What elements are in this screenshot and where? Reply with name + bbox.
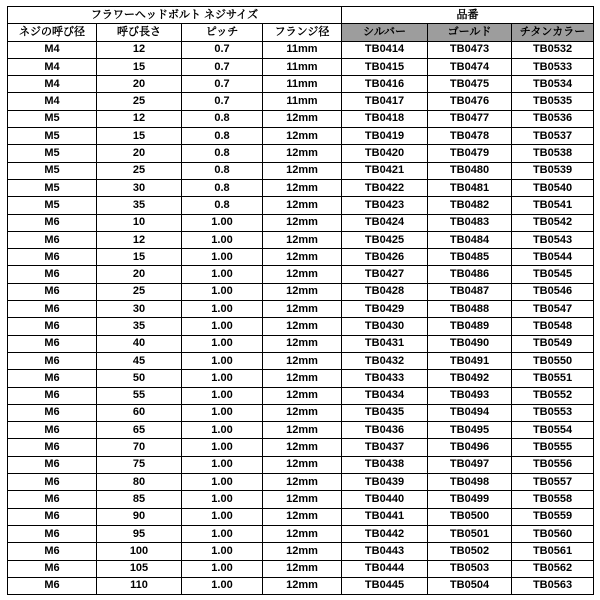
cell-gold: TB0497 [428, 456, 512, 473]
cell-diameter: M6 [8, 335, 97, 352]
cell-diameter: M6 [8, 577, 97, 594]
cell-pitch: 0.7 [182, 41, 263, 58]
cell-titanium: TB0532 [512, 41, 594, 58]
table-row [8, 577, 594, 594]
cell-gold: TB0503 [428, 560, 512, 577]
cell-length: 65 [97, 422, 182, 439]
cell-silver: TB0419 [342, 128, 428, 145]
table-row [8, 560, 594, 577]
cell-flange: 11mm [263, 41, 342, 58]
cell-flange: 12mm [263, 577, 342, 594]
cell-length: 55 [97, 387, 182, 404]
cell-flange: 11mm [263, 76, 342, 93]
cell-flange: 12mm [263, 525, 342, 542]
cell-titanium: TB0541 [512, 197, 594, 214]
cell-flange: 12mm [263, 283, 342, 300]
cell-pitch: 0.8 [182, 197, 263, 214]
cell-length: 105 [97, 560, 182, 577]
cell-gold: TB0489 [428, 318, 512, 335]
cell-flange: 12mm [263, 335, 342, 352]
cell-gold: TB0473 [428, 41, 512, 58]
cell-flange: 12mm [263, 491, 342, 508]
cell-pitch: 1.00 [182, 370, 263, 387]
col-header-silver: シルバー [342, 24, 428, 41]
cell-gold: TB0487 [428, 283, 512, 300]
cell-flange: 12mm [263, 352, 342, 369]
table-row [8, 335, 594, 352]
cell-gold: TB0488 [428, 301, 512, 318]
cell-gold: TB0491 [428, 352, 512, 369]
cell-titanium: TB0545 [512, 266, 594, 283]
table-row [8, 422, 594, 439]
cell-silver: TB0440 [342, 491, 428, 508]
cell-pitch: 1.00 [182, 214, 263, 231]
cell-length: 12 [97, 231, 182, 248]
cell-flange: 12mm [263, 214, 342, 231]
cell-titanium: TB0563 [512, 577, 594, 594]
cell-flange: 11mm [263, 58, 342, 75]
cell-diameter: M4 [8, 58, 97, 75]
cell-gold: TB0483 [428, 214, 512, 231]
cell-titanium: TB0549 [512, 335, 594, 352]
cell-silver: TB0443 [342, 543, 428, 560]
cell-titanium: TB0555 [512, 439, 594, 456]
cell-flange: 12mm [263, 179, 342, 196]
cell-silver: TB0435 [342, 404, 428, 421]
cell-pitch: 1.00 [182, 283, 263, 300]
table-row [8, 231, 594, 248]
col-header-gold: ゴールド [428, 24, 512, 41]
cell-silver: TB0422 [342, 179, 428, 196]
cell-length: 35 [97, 318, 182, 335]
cell-length: 40 [97, 335, 182, 352]
cell-flange: 12mm [263, 387, 342, 404]
cell-silver: TB0418 [342, 110, 428, 127]
cell-length: 12 [97, 41, 182, 58]
table-row [8, 214, 594, 231]
cell-titanium: TB0554 [512, 422, 594, 439]
table-row [8, 249, 594, 266]
cell-diameter: M6 [8, 352, 97, 369]
cell-pitch: 1.00 [182, 404, 263, 421]
table-row [8, 197, 594, 214]
table-row [8, 404, 594, 421]
cell-pitch: 1.00 [182, 422, 263, 439]
cell-titanium: TB0551 [512, 370, 594, 387]
cell-flange: 11mm [263, 93, 342, 110]
cell-titanium: TB0536 [512, 110, 594, 127]
cell-gold: TB0474 [428, 58, 512, 75]
table-row [8, 58, 594, 75]
cell-gold: TB0477 [428, 110, 512, 127]
cell-silver: TB0439 [342, 474, 428, 491]
cell-titanium: TB0552 [512, 387, 594, 404]
cell-length: 20 [97, 266, 182, 283]
cell-gold: TB0493 [428, 387, 512, 404]
cell-gold: TB0475 [428, 76, 512, 93]
cell-diameter: M4 [8, 76, 97, 93]
cell-length: 50 [97, 370, 182, 387]
cell-silver: TB0430 [342, 318, 428, 335]
cell-gold: TB0481 [428, 179, 512, 196]
cell-pitch: 1.00 [182, 301, 263, 318]
cell-gold: TB0484 [428, 231, 512, 248]
cell-diameter: M5 [8, 145, 97, 162]
cell-titanium: TB0533 [512, 58, 594, 75]
cell-titanium: TB0561 [512, 543, 594, 560]
cell-pitch: 0.7 [182, 76, 263, 93]
cell-diameter: M6 [8, 474, 97, 491]
cell-flange: 12mm [263, 456, 342, 473]
cell-titanium: TB0537 [512, 128, 594, 145]
cell-pitch: 0.7 [182, 58, 263, 75]
cell-titanium: TB0556 [512, 456, 594, 473]
cell-length: 25 [97, 283, 182, 300]
table-row [8, 318, 594, 335]
cell-pitch: 0.7 [182, 93, 263, 110]
cell-titanium: TB0538 [512, 145, 594, 162]
cell-flange: 12mm [263, 249, 342, 266]
cell-gold: TB0498 [428, 474, 512, 491]
cell-diameter: M5 [8, 162, 97, 179]
table-row [8, 439, 594, 456]
cell-diameter: M6 [8, 283, 97, 300]
cell-gold: TB0482 [428, 197, 512, 214]
cell-flange: 12mm [263, 301, 342, 318]
cell-silver: TB0441 [342, 508, 428, 525]
cell-gold: TB0490 [428, 335, 512, 352]
cell-length: 110 [97, 577, 182, 594]
table-row [8, 93, 594, 110]
cell-flange: 12mm [263, 128, 342, 145]
cell-diameter: M6 [8, 214, 97, 231]
cell-pitch: 1.00 [182, 491, 263, 508]
col-header-titanium: チタンカラー [512, 24, 594, 41]
cell-silver: TB0417 [342, 93, 428, 110]
cell-gold: TB0478 [428, 128, 512, 145]
cell-flange: 12mm [263, 197, 342, 214]
cell-gold: TB0476 [428, 93, 512, 110]
cell-pitch: 1.00 [182, 525, 263, 542]
cell-diameter: M5 [8, 197, 97, 214]
cell-pitch: 0.8 [182, 110, 263, 127]
cell-flange: 12mm [263, 370, 342, 387]
cell-length: 35 [97, 197, 182, 214]
cell-diameter: M6 [8, 249, 97, 266]
cell-diameter: M6 [8, 543, 97, 560]
table-row [8, 352, 594, 369]
cell-length: 85 [97, 491, 182, 508]
cell-titanium: TB0544 [512, 249, 594, 266]
table-row [8, 283, 594, 300]
cell-silver: TB0425 [342, 231, 428, 248]
cell-silver: TB0416 [342, 76, 428, 93]
cell-titanium: TB0557 [512, 474, 594, 491]
cell-diameter: M5 [8, 179, 97, 196]
cell-diameter: M6 [8, 231, 97, 248]
cell-silver: TB0434 [342, 387, 428, 404]
col-header-flange: フランジ径 [263, 24, 342, 41]
cell-length: 95 [97, 525, 182, 542]
cell-pitch: 1.00 [182, 543, 263, 560]
table-row [8, 145, 594, 162]
cell-length: 80 [97, 474, 182, 491]
cell-flange: 12mm [263, 162, 342, 179]
cell-titanium: TB0546 [512, 283, 594, 300]
cell-length: 25 [97, 162, 182, 179]
cell-pitch: 1.00 [182, 577, 263, 594]
cell-gold: TB0500 [428, 508, 512, 525]
cell-flange: 12mm [263, 560, 342, 577]
cell-length: 75 [97, 456, 182, 473]
cell-gold: TB0494 [428, 404, 512, 421]
cell-silver: TB0426 [342, 249, 428, 266]
cell-titanium: TB0543 [512, 231, 594, 248]
cell-titanium: TB0559 [512, 508, 594, 525]
cell-diameter: M6 [8, 560, 97, 577]
cell-length: 15 [97, 128, 182, 145]
table-row [8, 508, 594, 525]
cell-diameter: M6 [8, 491, 97, 508]
cell-titanium: TB0547 [512, 301, 594, 318]
cell-flange: 12mm [263, 474, 342, 491]
cell-pitch: 1.00 [182, 456, 263, 473]
cell-silver: TB0444 [342, 560, 428, 577]
cell-silver: TB0420 [342, 145, 428, 162]
cell-titanium: TB0558 [512, 491, 594, 508]
cell-diameter: M6 [8, 318, 97, 335]
cell-pitch: 1.00 [182, 318, 263, 335]
cell-flange: 12mm [263, 110, 342, 127]
cell-silver: TB0431 [342, 335, 428, 352]
cell-flange: 12mm [263, 422, 342, 439]
col-header-length: 呼び長さ [97, 24, 182, 41]
cell-length: 60 [97, 404, 182, 421]
cell-diameter: M6 [8, 301, 97, 318]
cell-diameter: M6 [8, 456, 97, 473]
cell-flange: 12mm [263, 266, 342, 283]
cell-pitch: 1.00 [182, 266, 263, 283]
cell-silver: TB0414 [342, 41, 428, 58]
cell-gold: TB0485 [428, 249, 512, 266]
cell-silver: TB0427 [342, 266, 428, 283]
cell-gold: TB0499 [428, 491, 512, 508]
table-row [8, 76, 594, 93]
cell-pitch: 0.8 [182, 128, 263, 145]
cell-length: 15 [97, 58, 182, 75]
cell-length: 20 [97, 76, 182, 93]
table-row [8, 301, 594, 318]
cell-pitch: 1.00 [182, 335, 263, 352]
cell-silver: TB0442 [342, 525, 428, 542]
cell-length: 15 [97, 249, 182, 266]
cell-silver: TB0433 [342, 370, 428, 387]
table-row [8, 128, 594, 145]
cell-flange: 12mm [263, 439, 342, 456]
cell-silver: TB0423 [342, 197, 428, 214]
cell-gold: TB0479 [428, 145, 512, 162]
cell-titanium: TB0550 [512, 352, 594, 369]
cell-diameter: M6 [8, 404, 97, 421]
cell-diameter: M6 [8, 422, 97, 439]
cell-gold: TB0496 [428, 439, 512, 456]
cell-pitch: 1.00 [182, 231, 263, 248]
table-row [8, 266, 594, 283]
cell-diameter: M6 [8, 439, 97, 456]
cell-flange: 12mm [263, 404, 342, 421]
cell-pitch: 1.00 [182, 249, 263, 266]
cell-length: 90 [97, 508, 182, 525]
cell-gold: TB0486 [428, 266, 512, 283]
cell-titanium: TB0540 [512, 179, 594, 196]
cell-silver: TB0437 [342, 439, 428, 456]
cell-length: 30 [97, 301, 182, 318]
cell-silver: TB0424 [342, 214, 428, 231]
cell-silver: TB0438 [342, 456, 428, 473]
cell-diameter: M6 [8, 525, 97, 542]
table-row [8, 41, 594, 58]
cell-flange: 12mm [263, 145, 342, 162]
cell-flange: 12mm [263, 543, 342, 560]
table-row [8, 370, 594, 387]
cell-gold: TB0495 [428, 422, 512, 439]
cell-pitch: 1.00 [182, 474, 263, 491]
cell-diameter: M5 [8, 110, 97, 127]
cell-length: 10 [97, 214, 182, 231]
table-row [8, 110, 594, 127]
cell-gold: TB0502 [428, 543, 512, 560]
cell-pitch: 1.00 [182, 352, 263, 369]
table-row [8, 387, 594, 404]
table-row [8, 525, 594, 542]
cell-length: 20 [97, 145, 182, 162]
cell-flange: 12mm [263, 231, 342, 248]
cell-titanium: TB0542 [512, 214, 594, 231]
cell-silver: TB0415 [342, 58, 428, 75]
cell-silver: TB0428 [342, 283, 428, 300]
table-row [8, 543, 594, 560]
cell-titanium: TB0553 [512, 404, 594, 421]
cell-length: 70 [97, 439, 182, 456]
cell-titanium: TB0562 [512, 560, 594, 577]
cell-diameter: M6 [8, 370, 97, 387]
cell-pitch: 0.8 [182, 179, 263, 196]
cell-length: 100 [97, 543, 182, 560]
cell-gold: TB0492 [428, 370, 512, 387]
table-row [8, 474, 594, 491]
table-row [8, 491, 594, 508]
cell-silver: TB0429 [342, 301, 428, 318]
cell-flange: 12mm [263, 318, 342, 335]
col-header-pitch: ピッチ [182, 24, 263, 41]
table-row [8, 456, 594, 473]
col-header-diameter: ネジの呼び径 [8, 24, 97, 41]
table-body [8, 41, 594, 595]
cell-diameter: M6 [8, 387, 97, 404]
cell-diameter: M6 [8, 508, 97, 525]
table-row [8, 179, 594, 196]
cell-diameter: M6 [8, 266, 97, 283]
cell-silver: TB0421 [342, 162, 428, 179]
cell-diameter: M5 [8, 128, 97, 145]
cell-silver: TB0445 [342, 577, 428, 594]
cell-pitch: 0.8 [182, 145, 263, 162]
cell-length: 30 [97, 179, 182, 196]
cell-diameter: M4 [8, 41, 97, 58]
cell-pitch: 1.00 [182, 387, 263, 404]
cell-silver: TB0432 [342, 352, 428, 369]
bolt-spec-table [7, 6, 594, 595]
group-header-part-number: 品番 [342, 7, 594, 24]
cell-titanium: TB0535 [512, 93, 594, 110]
cell-titanium: TB0539 [512, 162, 594, 179]
cell-pitch: 1.00 [182, 560, 263, 577]
cell-pitch: 1.00 [182, 439, 263, 456]
cell-length: 25 [97, 93, 182, 110]
cell-titanium: TB0560 [512, 525, 594, 542]
cell-diameter: M4 [8, 93, 97, 110]
cell-gold: TB0480 [428, 162, 512, 179]
cell-pitch: 0.8 [182, 162, 263, 179]
cell-silver: TB0436 [342, 422, 428, 439]
cell-flange: 12mm [263, 508, 342, 525]
cell-length: 45 [97, 352, 182, 369]
cell-gold: TB0501 [428, 525, 512, 542]
cell-pitch: 1.00 [182, 508, 263, 525]
group-header-screw-size: フラワーヘッドボルト ネジサイズ [8, 7, 342, 24]
table-row [8, 162, 594, 179]
table-head [8, 7, 594, 42]
cell-length: 12 [97, 110, 182, 127]
cell-gold: TB0504 [428, 577, 512, 594]
cell-titanium: TB0534 [512, 76, 594, 93]
cell-titanium: TB0548 [512, 318, 594, 335]
